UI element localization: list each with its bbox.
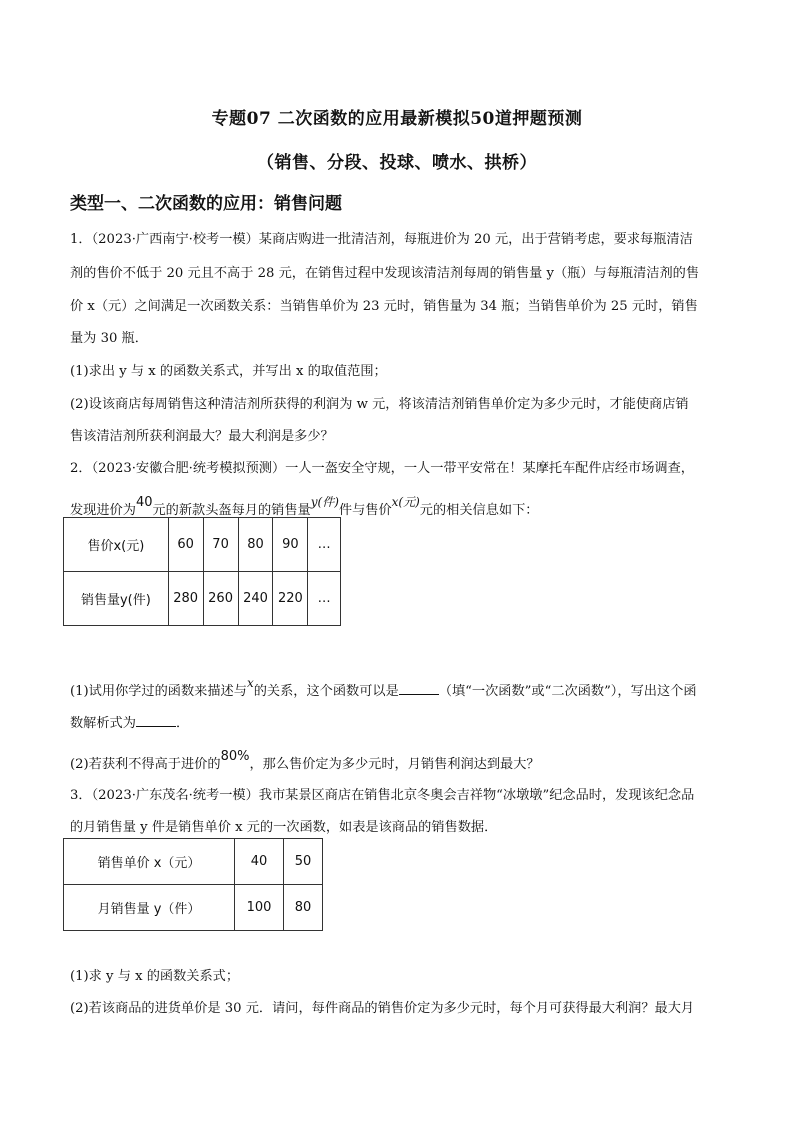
table-row xyxy=(64,885,323,931)
table-cell: 50 xyxy=(284,839,323,885)
q2-s2-percent: 80% xyxy=(220,749,250,764)
q2-s1-text-d: 数解析式为 xyxy=(70,716,136,731)
q2-s1-text-b: 的关系，这个函数可以是 xyxy=(253,684,399,699)
q2-text-c: 件与售价 xyxy=(338,503,392,518)
q3-subquestion-1: (1)求 y 与 x 的函数关系式； xyxy=(70,969,240,984)
table-cell: 280 xyxy=(168,572,203,626)
q2-s1-text-c: （填“一次函数”或“二次函数”），写出这个函 xyxy=(438,684,697,699)
table-cell: 90 xyxy=(273,518,308,572)
page-subtitle: （销售、分段、投球、喷水、拱桥） xyxy=(257,153,537,173)
q2-cost-price: 40 xyxy=(135,495,153,510)
q2-row1-label: 售价x(元) xyxy=(64,518,169,572)
q2-subquestion-2 xyxy=(70,749,540,772)
q2-subquestion-1a xyxy=(70,676,697,699)
table-cell: 100 xyxy=(235,885,284,931)
q3-data-table xyxy=(63,838,323,931)
table-cell: 70 xyxy=(203,518,238,572)
q2-s1-text-e: ． xyxy=(175,716,190,731)
section-heading: 类型一、二次函数的应用：销售问题 xyxy=(70,194,342,214)
answer-blank-1[interactable] xyxy=(399,682,439,695)
q3-row2-label: 月销售量 y（件） xyxy=(64,885,235,931)
q1-line-4: 量为 30 瓶． xyxy=(70,331,148,346)
q1-subquestion-2a: (2)设该商店每周销售这种清洁剂所获得的利润为 w 元，将该清洁剂销售单价定为多少元时，才能使商店销 xyxy=(70,397,689,412)
table-row xyxy=(64,839,323,885)
q2-y-unit: y(件) xyxy=(310,495,339,509)
table-cell: … xyxy=(308,518,341,572)
answer-blank-2[interactable] xyxy=(136,714,176,727)
q1-subquestion-1: (1)求出 y 与 x 的函数关系式，并写出 x 的取值范围； xyxy=(70,364,387,379)
q2-x-unit: x(元) xyxy=(391,495,420,509)
q2-line-2 xyxy=(70,495,539,518)
table-row xyxy=(64,572,341,626)
q2-text-b: 元的新款头盔每月的销售量 xyxy=(152,503,311,518)
q2-s2-text-b: ，那么售价定为多少元时，月销售利润达到最大？ xyxy=(249,757,540,772)
q1-subquestion-2b: 售该清洁剂所获利润最大？最大利润是多少？ xyxy=(70,429,334,444)
table-cell: 80 xyxy=(284,885,323,931)
q2-s1-text-a: (1)试用你学过的函数来描述与 xyxy=(70,684,247,699)
q3-row1-label: 销售单价 x（元） xyxy=(64,839,235,885)
table-cell: 40 xyxy=(235,839,284,885)
table-cell: 220 xyxy=(273,572,308,626)
q2-s1-x: x xyxy=(246,676,254,690)
q1-line-1: 1．（2023·广西南宁·校考一模）某商店购进一批清洁剂，每瓶进价为 20 元，出于营销考虑，要求每瓶清洁 xyxy=(70,232,693,247)
table-cell: 60 xyxy=(168,518,203,572)
q3-line-2: 的月销售量 y 件是销售单价 x 元的一次函数，如表是该商品的销售数据． xyxy=(70,820,498,835)
q1-line-3: 价 x（元）之间满足一次函数关系：当销售单价为 23 元时，销售量为 34 瓶；当销售单价为 25 元时，销售 xyxy=(70,299,698,314)
table-cell: … xyxy=(308,572,341,626)
table-row xyxy=(64,518,341,572)
table-cell: 240 xyxy=(238,572,273,626)
q1-line-2: 剂的售价不低于 20 元且不高于 28 元，在销售过程中发现该清洁剂每周的销售量 y（瓶）与每瓶清洁剂的售 xyxy=(70,266,700,281)
q2-row2-label: 销售量y(件) xyxy=(64,572,169,626)
table-cell: 80 xyxy=(238,518,273,572)
q2-s2-text-a: (2)若获利不得高于进价的 xyxy=(70,757,221,772)
q2-data-table xyxy=(63,517,341,626)
table-cell: 260 xyxy=(203,572,238,626)
q2-line-1: 2．（2023·安徽合肥·统考模拟预测）一人一盔安全守规，一人一带平安常在！某摩托车配件店经市场调查， xyxy=(70,461,694,476)
page-title: 专题07 二次函数的应用最新模拟50道押题预测 xyxy=(211,109,583,129)
q2-subquestion-1b xyxy=(70,712,189,731)
q2-text-a: 发现进价为 xyxy=(70,503,136,518)
q2-text-d: 元的相关信息如下： xyxy=(419,503,539,518)
q3-line-1: 3．（2023·广东茂名·统考一模）我市某景区商店在销售北京冬奥会吉祥物“冰墩墩”纪念品时，发现该纪念品 xyxy=(70,788,695,803)
q3-subquestion-2: (2)若该商品的进货单价是 30 元．请问，每件商品的销售价定为多少元时，每个月可获得最大利润？最大月 xyxy=(70,1001,695,1016)
